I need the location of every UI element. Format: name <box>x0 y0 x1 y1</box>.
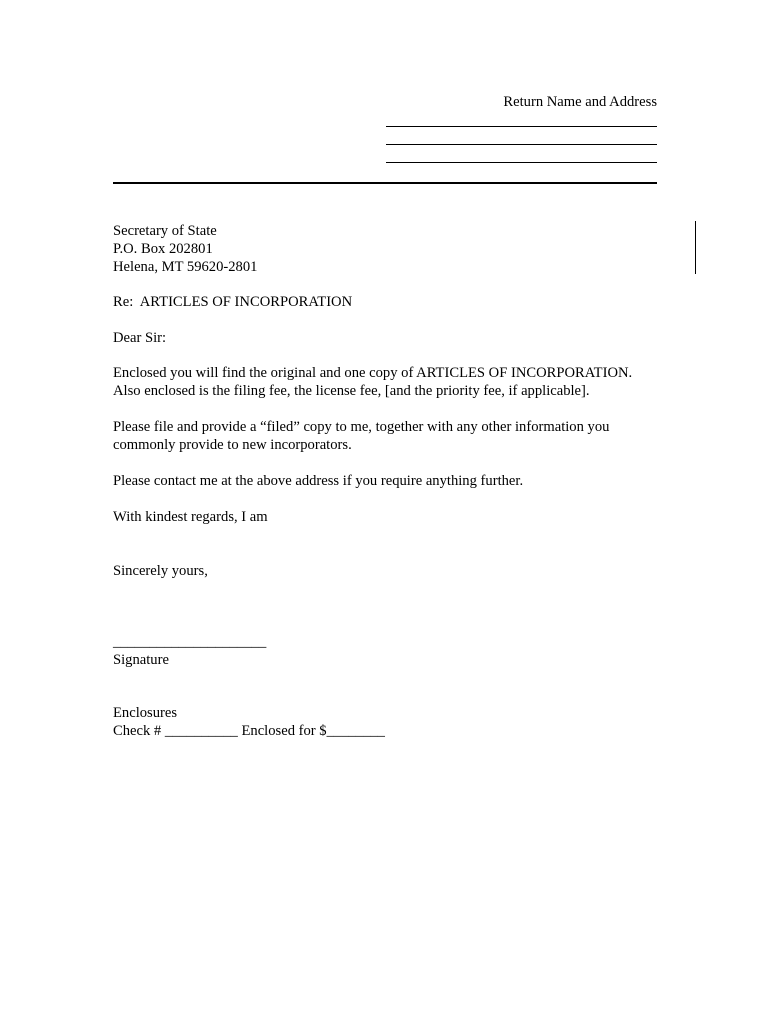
regards <box>113 508 673 526</box>
subject-line <box>113 293 673 311</box>
paragraph2-line-2: commonly provide to new incorporators. <box>113 437 352 453</box>
paragraph3-text: Please contact me at the above address if you require anything further. <box>113 473 524 489</box>
header-rule <box>113 182 657 184</box>
recipient-line-1: Secretary of State <box>113 223 217 239</box>
enclosures-check-line: Check # __________ Enclosed for $________ <box>113 723 385 739</box>
recipient-line-3: Helena, MT 59620-2801 <box>113 259 258 275</box>
return-address-block <box>386 93 657 112</box>
closing-text: Sincerely yours, <box>113 563 208 579</box>
paragraph-enclosed <box>113 364 673 400</box>
return-address-title: Return Name and Address <box>503 94 657 110</box>
enclosures-block <box>113 704 673 740</box>
recipient-address <box>113 222 673 276</box>
paragraph1-line-2: Also enclosed is the filing fee, the license fee, [and the priority fee, if applicable]. <box>113 383 590 399</box>
salutation <box>113 329 673 347</box>
margin-change-bar <box>695 221 696 274</box>
enclosures-label: Enclosures <box>113 705 178 721</box>
signature-blank: _____________________ <box>113 634 267 650</box>
return-address-line-2 <box>386 144 657 145</box>
re-line: Re: ARTICLES OF INCORPORATION <box>113 294 353 310</box>
signature-label: Signature <box>113 652 169 668</box>
return-address-line-1 <box>386 126 657 127</box>
signature-block <box>113 633 673 669</box>
paragraph2-line-1: Please file and provide a “filed” copy to me, together with any other information you <box>113 419 610 435</box>
return-address-line-3 <box>386 162 657 163</box>
closing <box>113 562 673 580</box>
paragraph-file-request <box>113 418 673 454</box>
recipient-line-2: P.O. Box 202801 <box>113 241 213 257</box>
salutation-text: Dear Sir: <box>113 330 167 346</box>
paragraph-contact <box>113 472 673 490</box>
regards-text: With kindest regards, I am <box>113 509 268 525</box>
paragraph1-line-1: Enclosed you will find the original and one copy of ARTICLES OF INCORPORATION. <box>113 365 633 381</box>
